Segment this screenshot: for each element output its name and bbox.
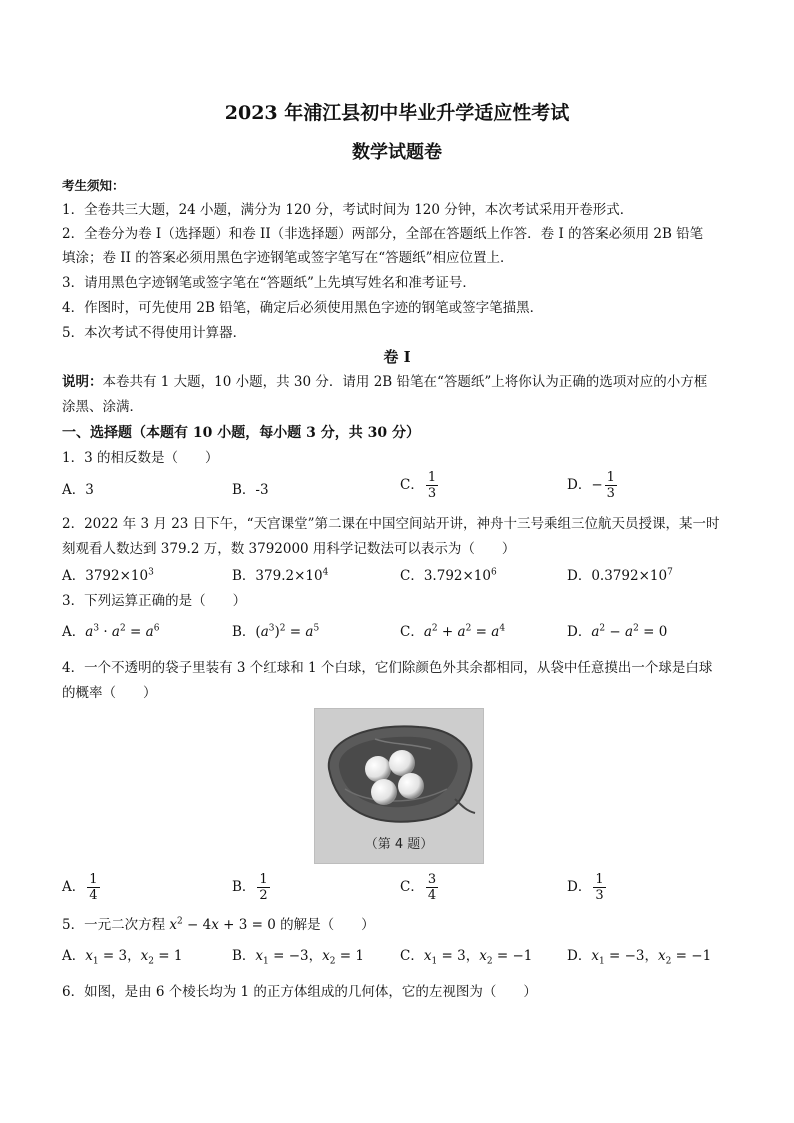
- numerator: 3: [427, 872, 437, 887]
- ball: [389, 750, 415, 776]
- exponent: 2: [465, 623, 472, 634]
- ball: [371, 779, 397, 805]
- question-4-stem-continued: 的概率（ ）: [62, 685, 157, 701]
- notice-item: 1．全卷共三大题，24 小题，满分为 120 分，考试时间为 120 分钟，本次考试采用开卷形式．: [62, 202, 634, 218]
- variable: a: [145, 624, 154, 640]
- option-label: B．: [232, 624, 256, 640]
- fraction: [605, 470, 617, 501]
- q5-option-b: B．$x_1 = -3$，$x_2 = 1$: [232, 948, 364, 967]
- option-label: D．−: [567, 477, 603, 493]
- q1-option-d: [567, 470, 617, 501]
- option-label: C．: [400, 477, 424, 493]
- question-2-stem-continued: 刻观看人数达到 379.2 万，数 3792000 用科学记数法可以表示为（ ）: [62, 541, 516, 557]
- exponent: 3: [93, 623, 100, 634]
- q4-option-c: [400, 872, 438, 903]
- notice-heading: 考生须知：: [62, 178, 125, 193]
- root-value: 3: [118, 948, 128, 964]
- root-value: −1: [512, 948, 533, 964]
- denominator: 3: [606, 486, 615, 501]
- option-text: 3.792×10: [423, 568, 491, 584]
- q3-option-b: B．$(a^3)^2 = a^5$: [232, 623, 320, 640]
- notice-item: 2．全卷分为卷 I（选择题）和卷 II（非选择题）两部分，全部在答题纸上作答．卷 I 的答案必须用 2B 铅笔: [62, 226, 704, 242]
- exam-title: 2023 年浦江县初中毕业升学适应性考试: [224, 102, 570, 124]
- notice-item: 填涂；卷 II 的答案必须用黑色字迹钢笔或签字笔写在“答题纸”相应位置上．: [62, 250, 514, 266]
- q3-option-c: C．$a^2 + a^2 = a^4$: [400, 623, 506, 640]
- exponent: 7: [667, 567, 673, 578]
- denominator: 3: [427, 486, 437, 501]
- notice-item: 4．作图时，可先使用 2B 铅笔，确定后必须使用黑色字迹的钢笔或签字笔描黑．: [62, 300, 544, 316]
- option-label: A．: [62, 948, 86, 964]
- exponent: 2: [119, 623, 126, 634]
- variable: a: [305, 624, 314, 640]
- q4-option-b: [232, 872, 270, 903]
- exponent: 3: [148, 567, 154, 578]
- option-label: C．: [400, 948, 424, 964]
- bag-of-balls-photo: [314, 708, 484, 864]
- q1-option-b: B．-3: [232, 482, 269, 498]
- root-value: 3: [457, 948, 466, 964]
- option-label: C．: [400, 879, 424, 895]
- exponent: 2: [633, 623, 639, 634]
- option-text: 0.3792×10: [591, 568, 668, 584]
- option-text: 0: [658, 624, 668, 640]
- question-5-stem: 5．一元二次方程 $x^2 - 4x + 3 = 0$ 的解是（ ）: [62, 916, 375, 933]
- q5-option-a: A．$x_1 = 3$，$x_2 = 1$: [62, 948, 183, 967]
- option-text: 3792×10: [85, 568, 149, 584]
- exponent: 3: [268, 623, 275, 634]
- option-label: C．: [400, 568, 424, 584]
- option-label: C．: [400, 624, 424, 640]
- q5-option-c: C．$x_1 = 3$，$x_2 = -1$: [400, 948, 533, 967]
- variable: a: [85, 624, 94, 640]
- root-value: −3: [288, 948, 309, 964]
- exponent: 4: [322, 567, 329, 578]
- option-label: D．: [567, 879, 592, 895]
- ball: [365, 756, 391, 782]
- denominator: 4: [89, 888, 98, 903]
- exponent: 4: [499, 623, 506, 634]
- fraction: [593, 872, 605, 903]
- option-label: B．: [232, 879, 256, 895]
- variable: a: [591, 624, 600, 640]
- exponent: 2: [431, 623, 438, 634]
- option-label: D．: [567, 624, 592, 640]
- option-label: B．: [232, 568, 256, 584]
- q5-option-d: D．$x_1 = -3$，$x_2 = -1$: [567, 948, 712, 967]
- q1-option-a: A．3: [62, 482, 94, 498]
- option-label: A．: [62, 568, 86, 584]
- option-label: D．: [567, 948, 592, 964]
- question-1-stem: 1．3 的相反数是（ ）: [62, 450, 219, 466]
- option-label: A．: [62, 624, 86, 640]
- q3-option-d: D．$a^2 - a^2 = 0$: [567, 623, 668, 640]
- section-note: [62, 372, 734, 392]
- variable: a: [260, 624, 269, 640]
- q2-option-c: [400, 566, 497, 586]
- q2-option-b: [232, 566, 328, 586]
- root-value: 1: [173, 948, 183, 964]
- root-value: −1: [691, 948, 712, 964]
- fraction: [257, 872, 269, 903]
- option-label: D．: [567, 568, 592, 584]
- variable: a: [423, 624, 432, 640]
- exponent: 2: [279, 623, 286, 634]
- q4-option-a: [62, 872, 100, 903]
- option-label: B．: [232, 948, 256, 964]
- option-label: A．: [62, 879, 86, 895]
- exponent: 2: [599, 623, 606, 634]
- fraction: [426, 470, 438, 501]
- q2-option-d: [567, 566, 673, 586]
- q2-option-a: [62, 566, 154, 586]
- question-3-stem: 3．下列运算正确的是（ ）: [62, 593, 247, 609]
- denominator: 2: [259, 888, 268, 903]
- denominator: 4: [427, 888, 437, 903]
- figure-caption: （第 4 题）: [364, 837, 434, 852]
- root-value: 1: [355, 948, 364, 964]
- notice-item: 3．请用黑色字迹钢笔或签字笔在“答题纸”上先填写姓名和准考证号．: [62, 275, 476, 291]
- stem-text: 的解是（ ）: [275, 917, 375, 933]
- exponent: 6: [153, 623, 160, 634]
- numerator: 1: [89, 872, 98, 887]
- question-2-stem: 2．2022 年 3 月 23 日下午，“天宫课堂”第二课在中国空间站开讲，神舟十三号乘组三位航天员授课，某一时: [62, 516, 720, 532]
- q1-option-c: [400, 470, 438, 501]
- part-heading: 一、选择题（本题有 10 小题，每小题 3 分，共 30 分）: [62, 425, 420, 441]
- section-title: 卷 I: [383, 348, 411, 366]
- section-note-continued: 涂黑、涂满．: [62, 399, 143, 415]
- option-text: 379.2×10: [255, 568, 323, 584]
- numerator: 1: [427, 470, 437, 485]
- stem-text: 5．一元二次方程: [62, 917, 170, 933]
- root-value: −3: [624, 948, 645, 964]
- section-note-label: 说明：: [62, 374, 103, 390]
- q4-option-d: [567, 872, 606, 903]
- numerator: 1: [595, 872, 604, 887]
- exponent: 6: [490, 567, 497, 578]
- numerator: 1: [606, 470, 615, 485]
- variable: a: [491, 624, 500, 640]
- numerator: 1: [259, 872, 268, 887]
- denominator: 3: [595, 888, 604, 903]
- variable: a: [111, 624, 120, 640]
- fraction: [426, 872, 438, 903]
- question-4-stem: 4．一个不透明的袋子里装有 3 个红球和 1 个白球，它们除颜色外其余都相同，从袋中任意摸出一个球是白球: [62, 660, 713, 676]
- question-6-stem: 6．如图，是由 6 个棱长均为 1 的正方体组成的几何体，它的左视图为（ ）: [62, 984, 537, 1000]
- exam-subtitle: 数学试题卷: [352, 142, 442, 163]
- ball: [398, 773, 424, 799]
- variable: a: [457, 624, 466, 640]
- q3-option-a: A．$a^3 \cdot a^2 = a^6$: [62, 623, 160, 640]
- variable: a: [625, 624, 634, 640]
- fraction: [87, 872, 99, 903]
- notice-item: 5．本次考试不得使用计算器．: [62, 325, 247, 341]
- exponent: 5: [313, 623, 320, 634]
- section-note-text: 本卷共有 1 大题，10 小题，共 30 分．请用 2B 铅笔在“答题纸”上将你认为正确的选项对应的小方框: [102, 374, 708, 390]
